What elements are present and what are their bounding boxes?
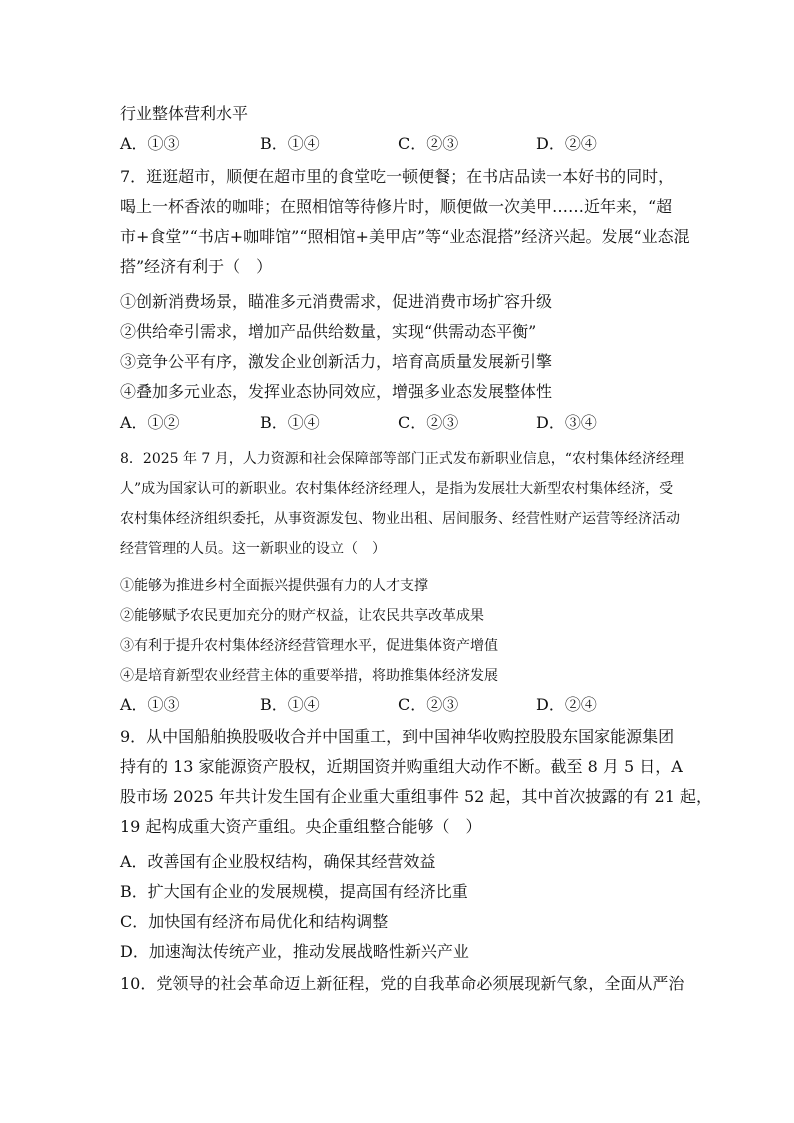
q7-options [120,413,640,433]
q6-option-c[interactable]: C．②③ [398,134,459,153]
q7-option-a[interactable]: A．①② [120,413,180,432]
q7-stem-line-1: 7．逛逛超市，顺便在超市里的食堂吃一顿便餐；在书店品读一本好书的同时， [120,167,675,186]
q7-stem-line-4: 搭”经济有利于（ ） [120,257,273,276]
q9-stem-line-1: 9．从中国船舶换股吸收合并中国重工，到中国神华收购控股股东国家能源集团 [120,727,675,746]
q8-option-c[interactable]: C．②③ [398,695,459,714]
q7-stem-line-2: 喝上一杯香浓的咖啡；在照相馆等待修片时，顺便做一次美甲……近年来，“超 [120,197,673,216]
q9-stem-line-4: 19 起构成重大资产重组。央企重组整合能够（ ） [120,817,482,836]
q8-stem-line-4: 经营管理的人员。这一新职业的设立（ ） [120,541,386,557]
q10-stem-line-1: 10．党领导的社会革命迈上新征程，党的自我革命必须展现新气象，全面从严治 [120,974,685,993]
q7-statement-1: ①创新消费场景，瞄准多元消费需求，促进消费市场扩容升级 [120,292,553,311]
q8-options [120,695,640,715]
q8-statement-1: ①能够为推进乡村全面振兴提供强有力的人才支撑 [120,578,428,594]
q8-statement-2: ②能够赋予农民更加充分的财产权益，让农民共享改革成果 [120,608,484,624]
q9-option-d[interactable]: D．加速淘汰传统产业，推动发展战略性新兴产业 [120,942,469,961]
q9-stem-line-3: 股市场 2025 年共计发生国有企业重大重组事件 52 起，其中首次披露的有 21 起， [120,787,712,806]
q8-stem-line-2: 人”成为国家认可的新职业。农村集体经济经理人，是指为发展壮大新型农村集体经济，受 [120,481,674,497]
q6-option-d[interactable]: D．②④ [536,134,597,153]
q6-option-a[interactable]: A．①③ [120,134,180,153]
q8-stem-line-3: 农村集体经济组织委托，从事资源发包、物业出租、居间服务、经营性财产运营等经济活动 [120,511,680,527]
q6-options [120,134,640,154]
q8-stem-line-1: 8．2025 年 7 月，人力资源和社会保障部等部门正式发布新职业信息，“农村集体经济经理 [120,451,684,467]
q7-statement-3: ③竞争公平有序，激发企业创新活力，培育高质量发展新引擎 [120,352,553,371]
q7-option-d[interactable]: D．③④ [536,413,597,432]
q7-statement-2: ②供给牵引需求，增加产品供给数量，实现“供需动态平衡” [120,322,537,341]
q9-stem-line-2: 持有的 13 家能源资产股权，近期国资并购重组大动作不断。截至 8 月 5 日，A [120,757,683,776]
q9-option-b[interactable]: B．扩大国有企业的发展规模，提高国有经济比重 [120,882,468,901]
q8-statement-4: ④是培育新型农业经营主体的重要举措，将助推集体经济发展 [120,668,498,684]
q7-statement-4: ④叠加多元业态，发挥业态协同效应，增强多业态发展整体性 [120,382,553,401]
q8-statement-3: ③有利于提升农村集体经济经营管理水平，促进集体资产增值 [120,638,498,654]
q6-text-tail: 行业整体营利水平 [120,104,249,123]
q7-option-b[interactable]: B．①④ [260,413,320,432]
q8-option-d[interactable]: D．②④ [536,695,597,714]
q8-option-a[interactable]: A．①③ [120,695,180,714]
q9-option-a[interactable]: A．改善国有企业股权结构，确保其经营效益 [120,852,436,871]
q7-stem-line-3: 市+食堂”“书店+咖啡馆”“照相馆+美甲店”等“业态混搭”经济兴起。发展“业态混 [120,227,690,246]
q9-option-c[interactable]: C．加快国有经济布局优化和结构调整 [120,912,389,931]
q7-option-c[interactable]: C．②③ [398,413,459,432]
q8-option-b[interactable]: B．①④ [260,695,320,714]
q6-option-b[interactable]: B．①④ [260,134,320,153]
